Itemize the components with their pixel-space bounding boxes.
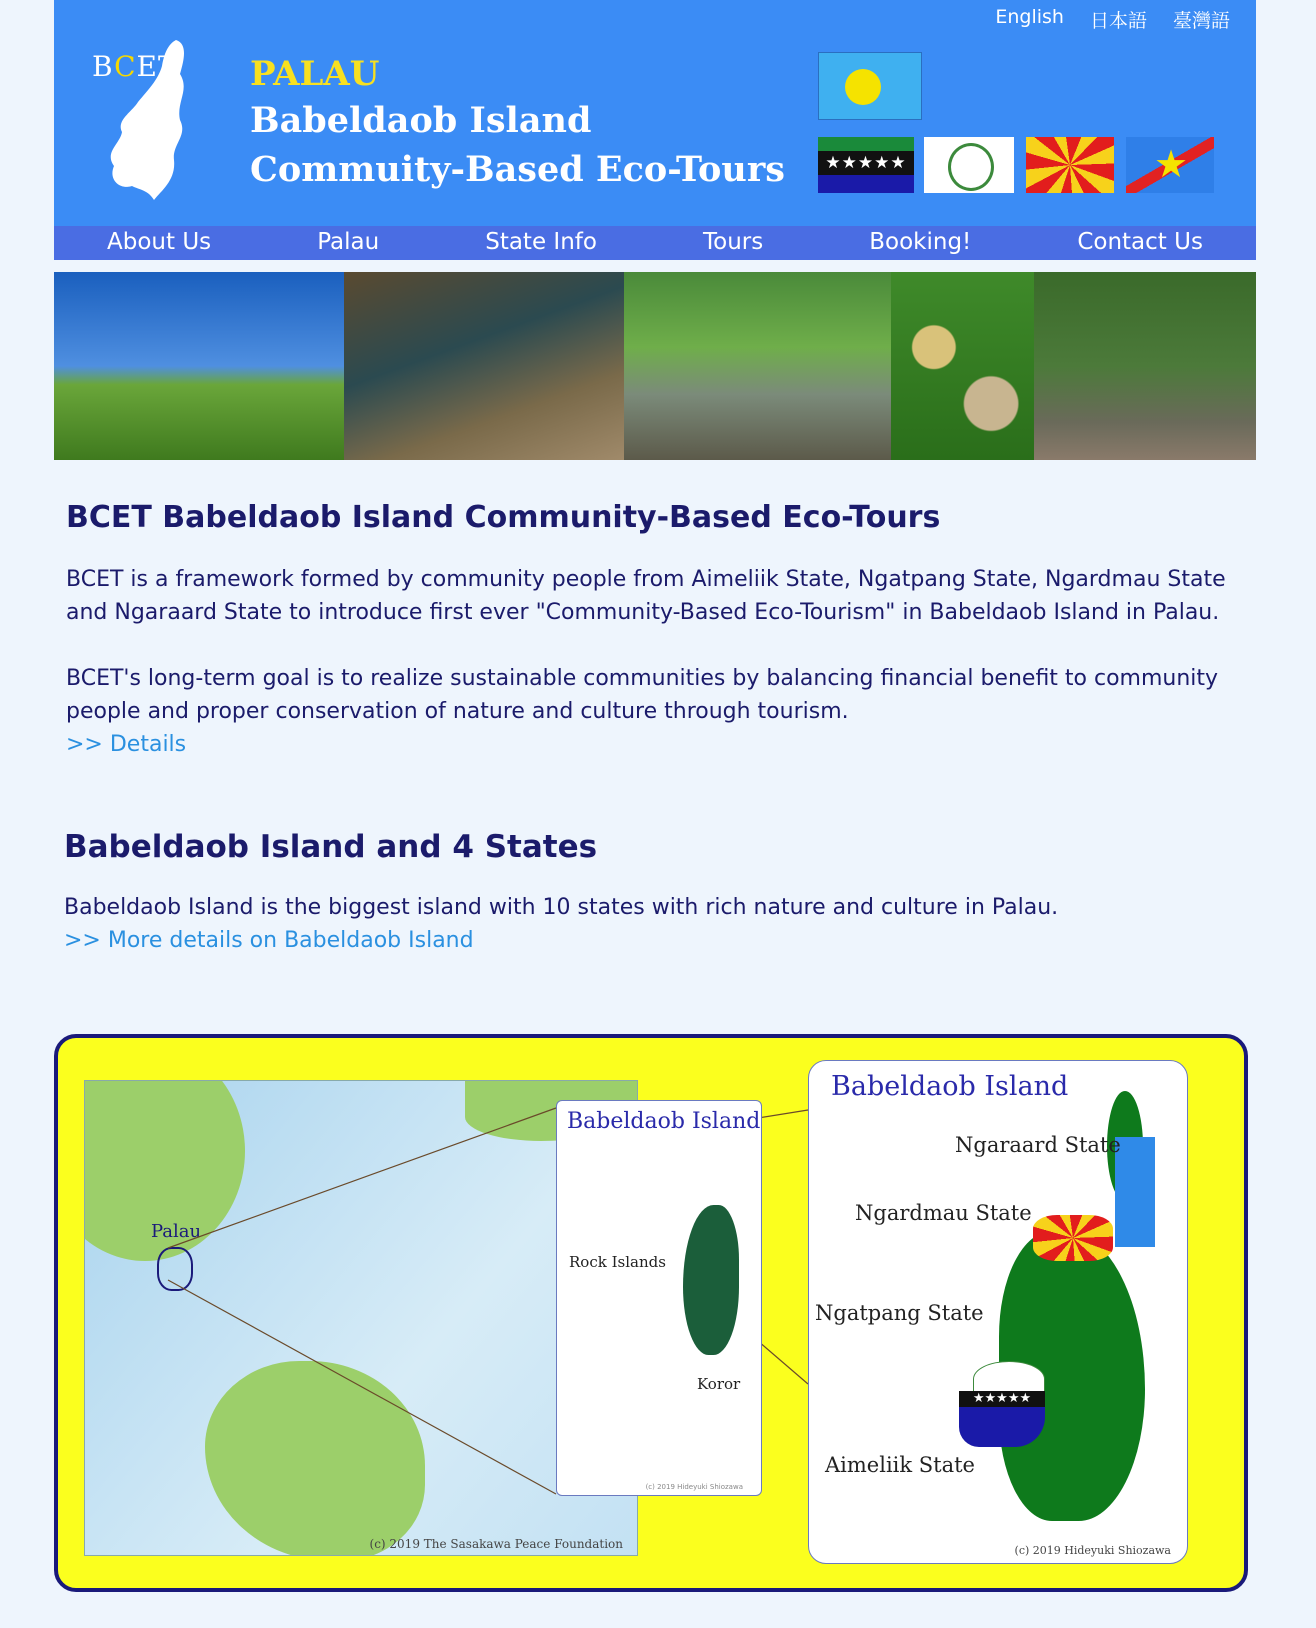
banner-photo-house [344, 272, 624, 460]
states-paragraph: Babeldaob Island is the biggest island with 10 states with rich nature and culture in Palau. [64, 895, 1059, 920]
photo-banner [54, 272, 1256, 460]
main-content [54, 500, 1256, 957]
aimeliik-flag: ★★★★★ [818, 137, 914, 193]
nav-tours[interactable]: Tours [702, 229, 764, 255]
inset1-credit: (c) 2019 Hideyuki Shiozawa [645, 1483, 743, 1491]
ngaraard-label: Ngaraard State [955, 1133, 1121, 1157]
site-title [250, 52, 785, 194]
lang-english-link[interactable]: English [995, 6, 1064, 28]
nav-about-us[interactable]: About Us [107, 229, 212, 255]
palau-inset-map [556, 1100, 762, 1496]
logo-text: BCET [92, 50, 178, 83]
title-palau: PALAU [250, 54, 380, 94]
ngatpang-label: Ngatpang State [815, 1301, 984, 1325]
language-switcher [995, 6, 1230, 33]
inset2-credit: (c) 2019 Hideyuki Shiozawa [1014, 1544, 1171, 1557]
map-panel [54, 1034, 1248, 1592]
goal-paragraph: BCET's long-term goal is to realize sustainable communities by balancing financial benefit to community people and proper conservation of nature and culture through tourism. [66, 666, 1219, 724]
ngaraard-region [1115, 1137, 1155, 1247]
world-map-credit: (c) 2019 The Sasakawa Peace Foundation [369, 1537, 623, 1551]
ngaraard-flag: ★ [1126, 137, 1214, 193]
palau-flag [818, 52, 922, 120]
page-wrapper [54, 0, 1256, 957]
bcet-logo[interactable] [92, 40, 212, 210]
site-header [54, 0, 1256, 226]
babeldaob-shape [683, 1205, 739, 1355]
aimeliik-region: ★★★★★ [959, 1391, 1045, 1447]
inset1-title: Babeldaob Island [567, 1109, 761, 1134]
babeldaob-states-map [808, 1060, 1188, 1564]
lang-taiwanese-link[interactable]: 臺灣語 [1172, 10, 1230, 32]
rock-islands-label: Rock Islands [569, 1253, 666, 1271]
banner-photo-guide [1034, 272, 1256, 460]
inset2-title: Babeldaob Island [831, 1071, 1069, 1102]
banner-photo-river [624, 272, 891, 460]
section-heading-states: Babeldaob Island and 4 States [64, 829, 598, 865]
nav-contact-us[interactable]: Contact Us [1077, 229, 1203, 255]
section-heading-bcet: BCET Babeldaob Island Community-Based Eco-Tours [66, 500, 941, 535]
banner-photo-food [891, 272, 1034, 460]
ngardmau-flag [1026, 137, 1114, 193]
lang-japanese-link[interactable]: 日本語 [1089, 10, 1147, 32]
title-tours: Commuity-Based Eco-Tours [250, 149, 785, 190]
intro-paragraph: BCET is a framework formed by community people from Aimeliik State, Ngatpang State, Ngardmau State and Ngaraard State to introduce first ever "Community-Based Eco-Tourism" in Babeldaob Island in Palau. [66, 567, 1226, 625]
ngardmau-region [1033, 1215, 1113, 1261]
ngardmau-label: Ngardmau State [855, 1201, 1032, 1225]
main-nav [54, 224, 1256, 260]
nav-state-info[interactable]: State Info [485, 229, 597, 255]
koror-label: Koror [697, 1375, 741, 1393]
banner-photo-hills [54, 272, 344, 460]
ngatpang-flag [924, 137, 1014, 193]
aimeliik-label: Aimeliik State [825, 1453, 975, 1477]
palau-label: Palau [151, 1221, 202, 1242]
details-link[interactable]: >> Details [66, 732, 187, 757]
title-island: Babeldaob Island [250, 100, 592, 141]
babeldaob-details-link[interactable]: >> More details on Babeldaob Island [64, 928, 474, 953]
nav-booking[interactable]: Booking! [869, 229, 972, 255]
nav-palau[interactable]: Palau [317, 229, 380, 255]
